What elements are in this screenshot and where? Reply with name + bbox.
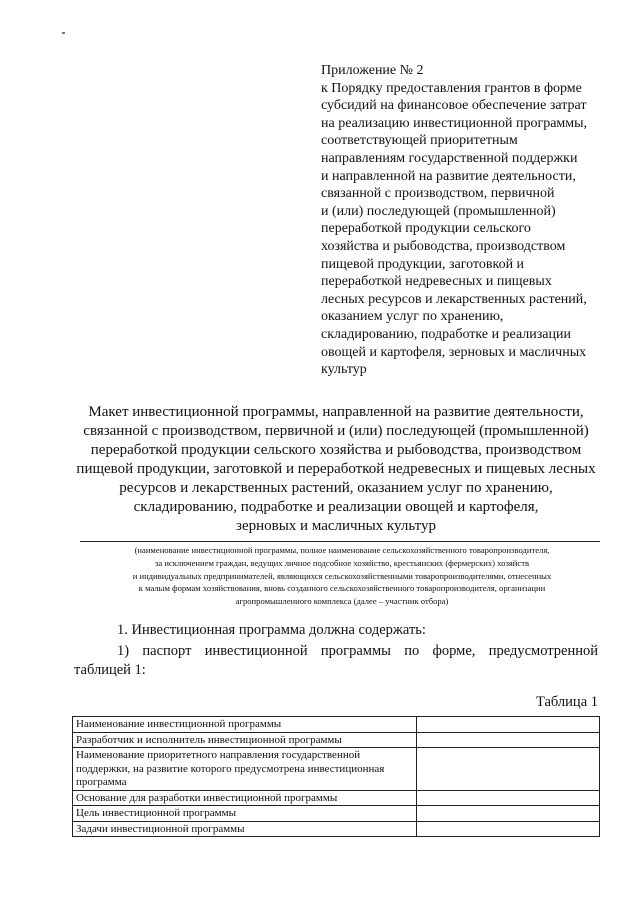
table-label: Таблица 1: [535, 694, 598, 710]
appendix-header: [321, 62, 606, 379]
appendix-line: связанной с производством, первичной: [321, 186, 555, 202]
title-line: складированию, подработке и реализации овощей и картофеля,: [133, 499, 539, 515]
title-line: связанной с производством, первичной и (или) последующей (промышленной): [83, 423, 589, 439]
appendix-line: субсидий на финансовое обеспечение затрат: [321, 98, 587, 114]
row-value-cell[interactable]: [417, 748, 600, 791]
row-value-cell[interactable]: [417, 806, 600, 822]
appendix-line: хозяйства и рыбоводства, производством: [321, 238, 566, 254]
row-name-cell: Наименование инвестиционной программы: [73, 717, 417, 733]
section-1-heading: 1. Инвестиционная программа должна содержать:: [117, 622, 426, 638]
title-line: пищевой продукции, заготовкой и переработкой недревесных и пищевых лесных: [76, 461, 596, 477]
title-line: Макет инвестиционной программы, направленной на развитие деятельности,: [88, 404, 584, 420]
table-row: [73, 732, 600, 748]
row-value-cell[interactable]: [417, 821, 600, 837]
appendix-line: лесных ресурсов и лекарственных растений,: [321, 291, 587, 307]
row-name-cell: Задачи инвестиционной программы: [73, 821, 417, 837]
fill-in-caption: [74, 544, 610, 608]
appendix-line: направлениям государственной поддержки: [321, 150, 578, 166]
appendix-line: соответствующей приоритетным: [321, 133, 518, 149]
caption-line: к малым формам хозяйствования, вновь созданного сельскохозяйственного товаропроизводителя, организации: [138, 583, 546, 594]
caption-line: за исключением граждан, ведущих личное подсобное хозяйство, крестьянских (фермерских) хозяйств: [154, 557, 530, 568]
table-row: [73, 821, 600, 837]
table-row: [73, 717, 600, 733]
title-line: переработкой продукции сельского хозяйства и рыбоводства, производством: [90, 442, 582, 458]
appendix-line: Приложение № 2: [321, 63, 424, 78]
title-line: зерновых и масличных культур: [236, 518, 436, 534]
section-1-item-1: [74, 642, 598, 680]
caption-line: и индивидуальных предпринимателей, являющихся сельскохозяйственными товаропроизводителями, отнесенных: [132, 570, 552, 581]
row-value-cell[interactable]: [417, 717, 600, 733]
row-name-cell: Основание для разработки инвестиционной программы: [73, 790, 417, 806]
passport-table: [72, 716, 600, 837]
appendix-line: переработкой продукции сельского: [321, 221, 531, 237]
appendix-line: к Порядку предоставления грантов в форме: [321, 80, 582, 96]
appendix-line: на реализацию инвестиционной программы,: [321, 115, 588, 131]
table-row: [73, 790, 600, 806]
scan-speck: [62, 32, 65, 34]
title-line: ресурсов и лекарственных растений, оказанием услуг по хранению,: [119, 480, 553, 496]
appendix-line: овощей и картофеля, зерновых и масличных: [321, 344, 587, 360]
appendix-line: и направленной на развитие деятельности,: [321, 168, 576, 184]
table-row: [73, 748, 600, 791]
item-1-line-1: 1) паспорт инвестиционной программы по форме, предусмотренной: [117, 643, 598, 659]
appendix-line: культур: [321, 362, 367, 378]
row-value-cell[interactable]: [417, 732, 600, 748]
appendix-line: и (или) последующей (промышленной): [321, 203, 556, 219]
appendix-line: пищевой продукции, заготовкой и: [321, 256, 525, 272]
appendix-line: оказанием услуг по хранению,: [321, 309, 504, 325]
document-title: [60, 403, 612, 536]
table-row: [73, 806, 600, 822]
row-name-cell: Цель инвестиционной программы: [73, 806, 417, 822]
row-value-cell[interactable]: [417, 790, 600, 806]
fill-in-line: [80, 541, 600, 542]
row-name-cell: Наименование приоритетного направления государственной поддержки, на развитие которого предусмотрена инвестиционная программа: [73, 748, 417, 791]
appendix-line: переработкой недревесных и пищевых: [321, 274, 552, 290]
item-1-line-2: таблицей 1:: [74, 662, 146, 678]
row-name-cell: Разработчик и исполнитель инвестиционной программы: [73, 732, 417, 748]
caption-line: агропромышленного комплекса (далее – участник отбора): [235, 596, 449, 607]
appendix-line: складированию, подработке и реализации: [321, 326, 571, 342]
caption-line: (наименование инвестиционной программы, полное наименование сельскохозяйственного товаропроизводителя,: [134, 545, 550, 555]
